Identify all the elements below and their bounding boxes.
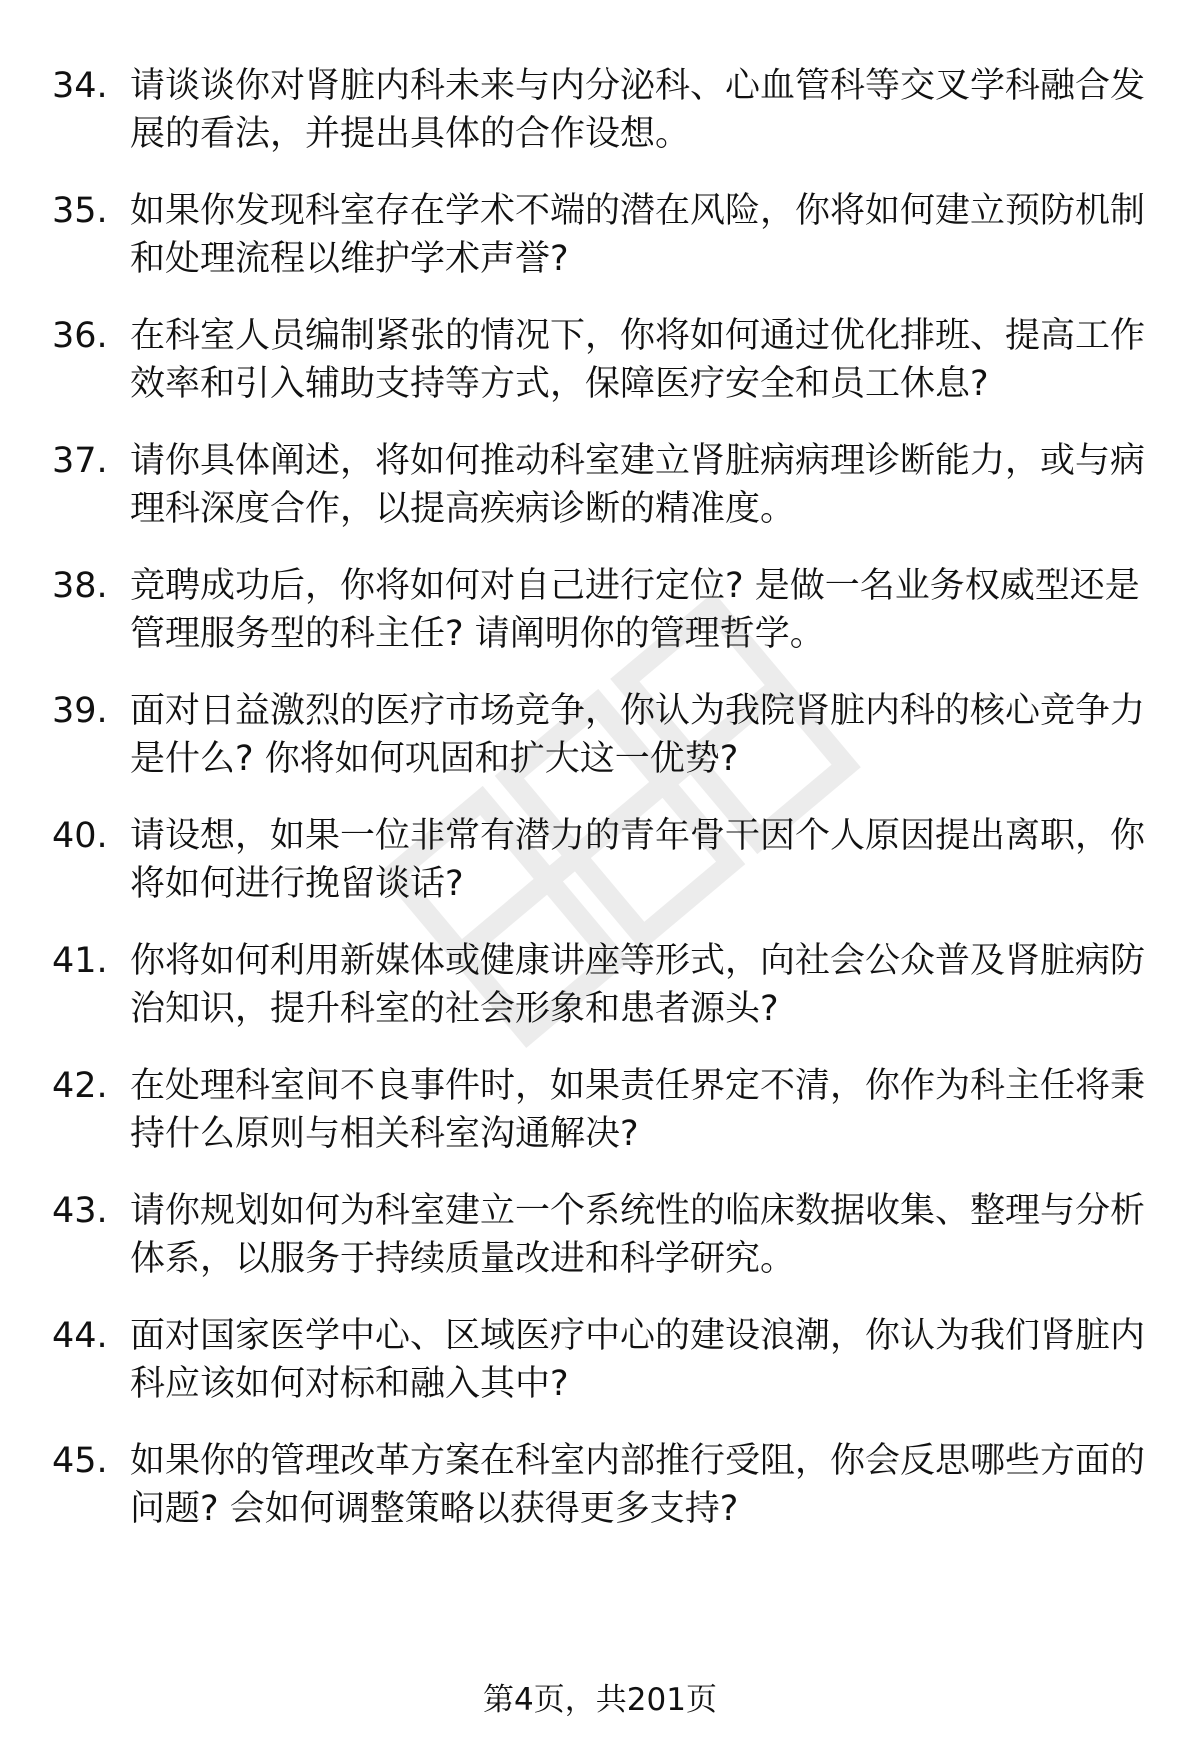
question-text: 请你规划如何为科室建立一个系统性的临床数据收集、整理与分析体系，以服务于持续质量改进和科学研究。	[130, 1191, 1146, 1279]
question-number: 43.	[52, 1191, 108, 1231]
question-item	[52, 62, 1152, 187]
question-text: 竞聘成功后，你将如何对自己进行定位? 是做一名业务权威型还是管理服务型的科主任? 请阐明你的管理哲学。	[130, 566, 1140, 654]
question-item	[52, 1187, 1152, 1312]
question-item	[52, 937, 1152, 1062]
question-text: 你将如何利用新媒体或健康讲座等形式，向社会公众普及肾脏病防治知识，提升科室的社会形象和患者源头?	[130, 941, 1146, 1029]
question-item	[52, 562, 1152, 687]
question-number: 36.	[52, 316, 108, 356]
question-number: 35.	[52, 191, 108, 231]
question-text: 如果你的管理改革方案在科室内部推行受阻，你会反思哪些方面的问题? 会如何调整策略以获得更多支持?	[130, 1441, 1146, 1529]
question-item	[52, 437, 1152, 562]
question-text: 在科室人员编制紧张的情况下，你将如何通过优化排班、提高工作效率和引入辅助支持等方式，保障医疗安全和员工休息?	[130, 316, 1146, 404]
question-number: 39.	[52, 691, 108, 731]
question-number: 42.	[52, 1066, 108, 1106]
question-item	[52, 812, 1152, 937]
page-footer: 第4页，共201页	[483, 1682, 717, 1718]
question-item	[52, 1437, 1152, 1562]
question-item	[52, 687, 1152, 812]
question-text: 如果你发现科室存在学术不端的潜在风险，你将如何建立预防机制和处理流程以维护学术声誉?	[130, 191, 1146, 279]
question-number: 37.	[52, 441, 108, 481]
question-number: 34.	[52, 66, 108, 106]
question-item	[52, 312, 1152, 437]
question-text: 在处理科室间不良事件时，如果责任界定不清，你作为科主任将秉持什么原则与相关科室沟通解决?	[130, 1066, 1146, 1154]
question-list	[52, 62, 1152, 1562]
question-number: 40.	[52, 816, 108, 856]
question-item	[52, 1312, 1152, 1437]
question-number: 41.	[52, 941, 108, 981]
question-text: 请设想，如果一位非常有潜力的青年骨干因个人原因提出离职，你将如何进行挽留谈话?	[130, 816, 1146, 904]
question-item	[52, 1062, 1152, 1187]
question-number: 38.	[52, 566, 108, 606]
question-text: 请谈谈你对肾脏内科未来与内分泌科、心血管科等交叉学科融合发展的看法，并提出具体的合作设想。	[130, 66, 1146, 154]
question-text: 面对国家医学中心、区域医疗中心的建设浪潮，你认为我们肾脏内科应该如何对标和融入其中?	[130, 1316, 1146, 1404]
question-item	[52, 187, 1152, 312]
question-text: 面对日益激烈的医疗市场竞争，你认为我院肾脏内科的核心竞争力是什么? 你将如何巩固和扩大这一优势?	[130, 691, 1146, 779]
question-number: 45.	[52, 1441, 108, 1481]
question-number: 44.	[52, 1316, 108, 1356]
question-text: 请你具体阐述，将如何推动科室建立肾脏病病理诊断能力，或与病理科深度合作，以提高疾病诊断的精准度。	[130, 441, 1146, 529]
